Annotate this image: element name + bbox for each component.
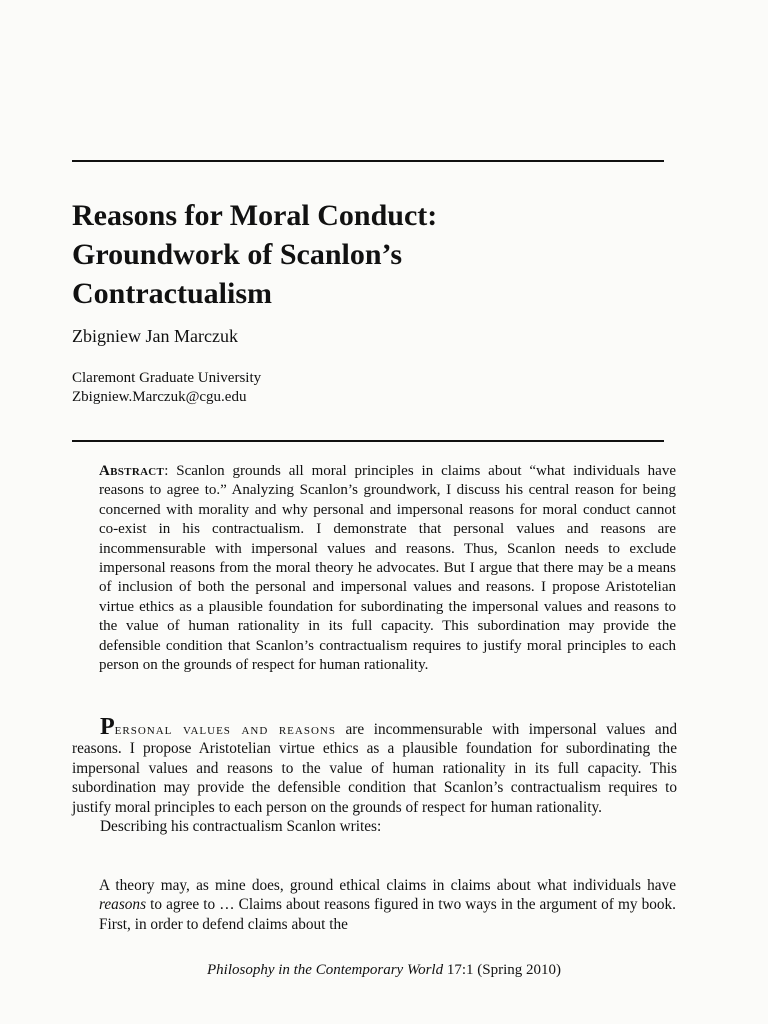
body-text	[72, 714, 677, 836]
author-email: Zbigniew.Marczuk@cgu.edu	[72, 389, 247, 405]
title-line-3: Contractualism	[72, 277, 272, 310]
abstract-rule	[72, 440, 664, 442]
title-line-1: Reasons for Moral Conduct:	[72, 199, 438, 232]
institution: Claremont Graduate University	[72, 370, 262, 386]
quote-part-2: to agree to … Claims about reasons figured in two ways in the argument of my book. First, in order to defend claims about the	[99, 896, 676, 933]
journal-issue: 17:1 (Spring 2010)	[443, 962, 562, 978]
abstract-label: Abstract	[99, 463, 165, 479]
author-name: Zbigniew Jan Marczuk	[72, 326, 238, 346]
author-affiliation	[72, 369, 261, 407]
paper-title	[72, 196, 672, 313]
quote-part-1: A theory may, as mine does, ground ethical claims in claims about what individuals have	[99, 877, 676, 894]
body-paragraph-1-text: are incommensurable with impersonal values and reasons. I propose Aristotelian virtue ethics as a plausible foundation for subordinating the impersonal values and reasons to the value of human rationality in its full capacity. This subordination may provide the defensible condition that Scanlon’s contractualism requires to justify moral principles to each person on the grounds of respect for human rationality.	[72, 721, 677, 816]
top-rule	[72, 160, 664, 162]
journal-name: Philosophy in the Contemporary World	[206, 962, 444, 978]
abstract	[99, 462, 676, 675]
block-quote	[99, 876, 676, 934]
body-paragraph-2: Describing his contractualism Scanlon writes:	[100, 818, 382, 836]
title-line-2: Groundwork of Scanlon’s	[72, 238, 403, 271]
journal-footer	[0, 962, 768, 979]
lead-small-caps: ersonal values and reasons	[114, 721, 336, 738]
body-paragraph-1	[72, 714, 677, 817]
quote-emphasis: reasons	[99, 896, 147, 914]
drop-cap: P	[100, 714, 115, 740]
abstract-text: : Scanlon grounds all moral principles in claims about “what individuals have reasons to agree to.” Analyzing Scanlon’s groundwork, I discuss his central reason for being concerned with morality and why personal and impersonal reasons for moral conduct cannot co-exist in his contractualism. I demonstrate that personal values and reasons are incommensurable with impersonal values and reasons. Thus, Scanlon needs to exclude impersonal reasons from the moral theory he advocates. But I argue that there may be a means of inclusion of both the personal and impersonal values and reasons. I propose Aristotelian virtue ethics as a plausible foundation for subordinating the impersonal values and reasons to the value of human rationality in its full capacity. This subordination may provide the defensible condition that Scanlon’s contractualism requires to justify moral principles to each person on the grounds of respect for human rationality.	[99, 463, 676, 674]
